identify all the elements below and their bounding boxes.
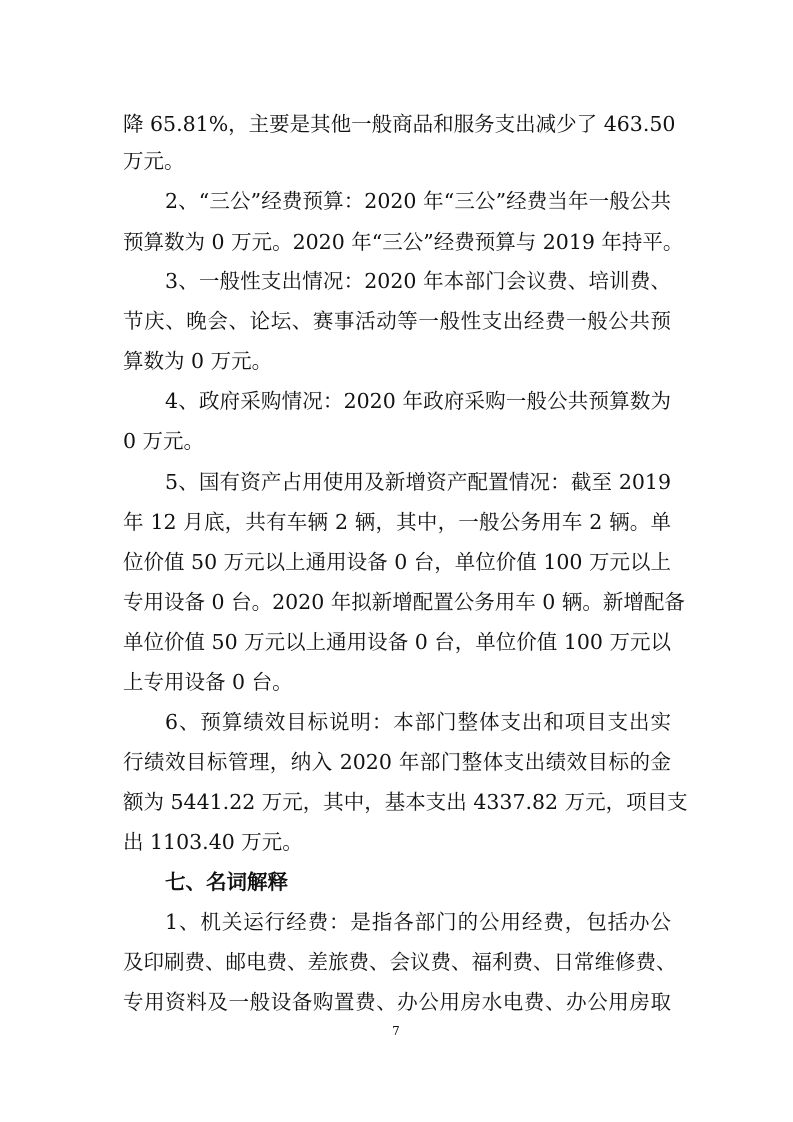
text-line-19: 出 1103.40 万元。 [123,830,303,854]
section-heading: 七、名词解释 [165,870,288,894]
text-line-17: 行绩效目标管理，纳入 2020 年部门整体支出绩效目标的金 [123,750,671,774]
text-line-13: 专用设备 0 台。2020 年拟新增配置公务用车 0 辆。新增配备 [123,590,685,614]
text-line-22: 及印刷费、邮电费、差旅费、会议费、福利费、日常维修费、 [123,950,677,974]
text-line-9: 0 万元。 [123,429,205,453]
page-number: 7 [392,1024,400,1038]
text-line-16: 6、预算绩效目标说明：本部门整体支出和项目支出实 [165,710,671,734]
text-line-10: 5、国有资产占用使用及新增资产配置情况：截至 2019 [165,470,671,494]
text-line-21: 1、机关运行经费：是指各部门的公用经费，包括办公 [165,910,671,934]
text-line-2: 万元。 [123,149,185,173]
text-line-23: 专用资料及一般设备购置费、办公用房水电费、办公用房取 [123,990,671,1014]
text-line-5: 3、一般性支出情况：2020 年本部门会议费、培训费、 [165,269,671,293]
text-line-12: 位价值 50 万元以上通用设备 0 台，单位价值 100 万元以上 [123,550,671,574]
text-line-4: 预算数为 0 万元。2020 年“三公”经费预算与 2019 年持平。 [123,230,684,254]
text-line-6: 节庆、晚会、论坛、赛事活动等一般性支出经费一般公共预 [123,309,671,333]
text-line-1: 降 65.81%，主要是其他一般商品和服务支出减少了 463.50 [123,112,676,136]
text-line-3: 2、“三公”经费预算：2020 年“三公”经费当年一般公共 [165,189,671,213]
text-line-8: 4、政府采购情况：2020 年政府采购一般公共预算数为 [165,389,671,413]
text-line-11: 年 12 月底，共有车辆 2 辆，其中，一般公务用车 2 辆。单 [123,510,671,534]
text-line-15: 上专用设备 0 台。 [123,670,293,694]
text-line-14: 单位价值 50 万元以上通用设备 0 台，单位价值 100 万元以 [123,630,671,654]
text-line-7: 算数为 0 万元。 [123,349,273,373]
text-line-18: 额为 5441.22 万元，其中，基本支出 4337.82 万元，项目支 [123,790,688,814]
